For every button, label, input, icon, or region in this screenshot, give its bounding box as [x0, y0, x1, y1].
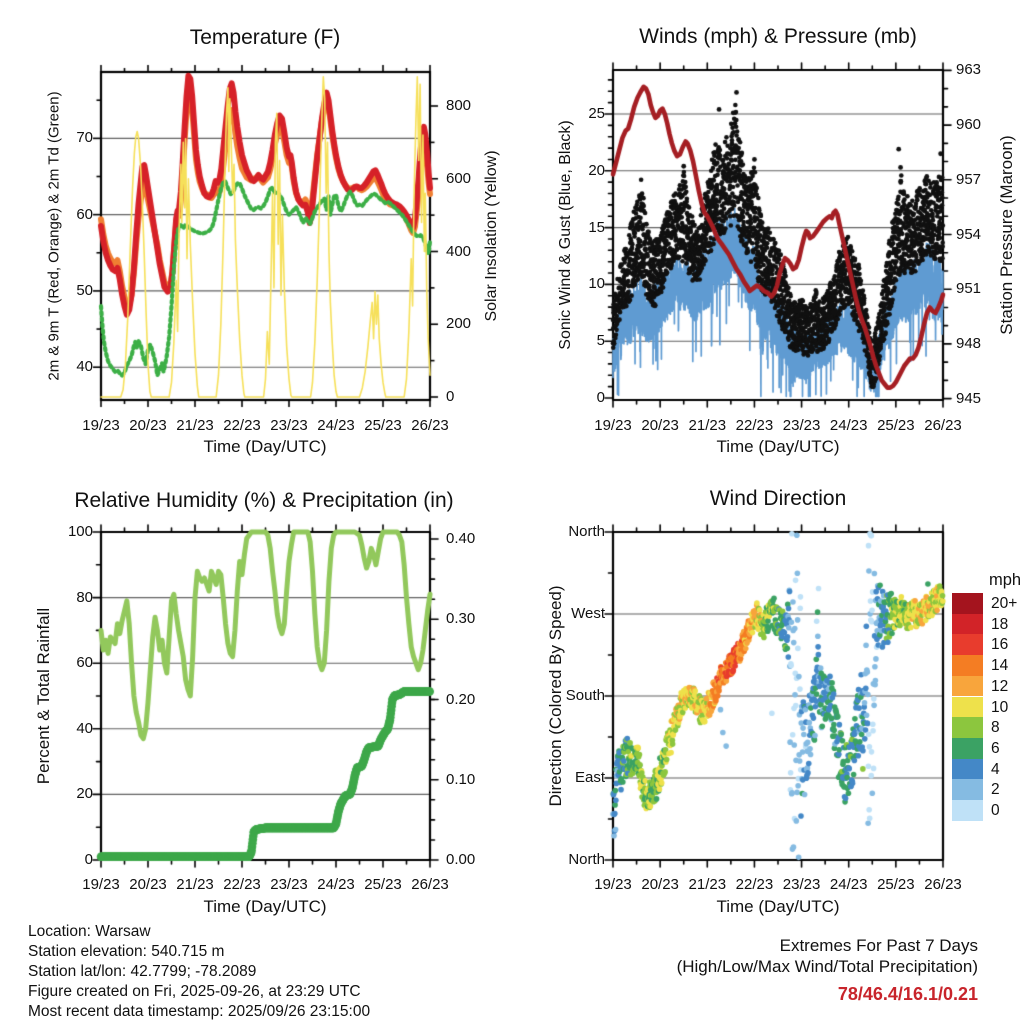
y-axis-label-temp-left: 2m & 9m T (Red, Orange) & 2m Td (Green) — [45, 91, 63, 381]
temperature-y-right-tick-label: 400 — [446, 242, 472, 260]
winds_pressure-y-right-tick-label: 948 — [956, 334, 982, 352]
x-axis-label-direction: Time (Day/UTC) — [716, 897, 840, 916]
winds_pressure-y-left-tick-label: 5 — [596, 332, 605, 350]
y-axis-label-direction-left: Direction (Colored By Speed) — [546, 585, 566, 807]
winds_pressure-y-left-tick-label: 10 — [588, 275, 605, 293]
winds_pressure-y-right-tick-label: 963 — [956, 61, 982, 79]
colorbar-label: 2 — [991, 781, 1000, 799]
colorbar-label: 16 — [991, 636, 1009, 654]
y-axis-label-pressure-right: Station Pressure (Maroon) — [997, 135, 1017, 335]
winds_pressure-y-left-tick-label: 20 — [588, 161, 605, 179]
colorbar-label: 4 — [991, 760, 1000, 778]
rh_precip-y-right-tick-label: 0.40 — [446, 530, 476, 547]
colorbar-swatch-6 — [952, 738, 983, 759]
footer-latlon: Station lat/lon: 42.7799; -78.2089 — [28, 963, 257, 980]
winds_pressure-x-tick-label: 24/23 — [829, 417, 868, 434]
wind_direction-y-left-tick-label: West — [571, 605, 605, 622]
rh_precip-x-tick-label: 25/23 — [364, 876, 402, 893]
temperature-y-left-tick-label: 40 — [76, 358, 93, 376]
wind_direction-x-tick-label: 20/23 — [641, 876, 679, 893]
temperature-y-left-tick-label: 70 — [76, 129, 93, 147]
winds_pressure-x-tick-label: 23/23 — [782, 417, 821, 434]
colorbar-label: 12 — [991, 677, 1009, 695]
colorbar-swatch-4 — [952, 759, 983, 780]
temperature-x-tick-label: 22/23 — [223, 417, 261, 434]
winds_pressure-y-right-tick-label: 951 — [956, 280, 982, 298]
colorbar-swatch-0 — [952, 800, 983, 821]
winds_pressure-x-tick-label: 26/23 — [924, 417, 962, 434]
rh_precip-x-tick-label: 21/23 — [176, 876, 214, 893]
winds_pressure-y-right-tick-label: 954 — [956, 225, 982, 243]
rh_precip-y-right-tick-label: 0.30 — [446, 610, 476, 628]
colorbar-label: 6 — [991, 739, 1000, 757]
colorbar-label: 8 — [991, 719, 1000, 737]
colorbar-label: 0 — [991, 802, 1000, 819]
y-axis-label-wind-left: Sonic Wind & Gust (Blue, Black) — [556, 120, 574, 350]
rh_precip-x-tick-label: 23/23 — [270, 876, 308, 893]
footer-timestamp: Most recent data timestamp: 2025/09/26 23:15:00 — [28, 1003, 371, 1020]
wind_direction-x-tick-label: 19/23 — [594, 876, 632, 893]
winds_pressure-y-right-tick-label: 960 — [956, 116, 982, 134]
winds_pressure-y-left-tick-label: 0 — [596, 389, 605, 406]
x-axis-label-rh: Time (Day/UTC) — [203, 897, 327, 916]
rh_precip-y-right-tick-label: 0.20 — [446, 690, 476, 708]
wind_direction-y-left-tick-label: North — [568, 523, 605, 540]
colorbar-swatch-18 — [952, 614, 983, 635]
winds_pressure-x-tick-label: 21/23 — [688, 417, 727, 434]
temperature-x-tick-label: 26/23 — [411, 417, 449, 434]
rh_precip-y-right-tick-label: 0.00 — [446, 851, 476, 868]
panel-title-wind-direction: Wind Direction — [709, 487, 847, 510]
rh_precip-y-left-tick-label: 80 — [76, 588, 93, 606]
footer-created: Figure created on Fri, 2025-09-26, at 23:29 UTC — [28, 983, 361, 1000]
colorbar-swatch-12 — [952, 676, 983, 697]
temperature-y-right-tick-label: 200 — [446, 315, 472, 333]
wind_direction-y-left-tick-label: North — [568, 851, 605, 868]
rh_precip-x-tick-label: 26/23 — [411, 876, 449, 893]
temperature-y-right-tick-label: 0 — [446, 388, 455, 405]
y-axis-label-rh-left: Percent & Total Rainfall — [34, 607, 54, 785]
colorbar-swatch-20+ — [952, 593, 983, 614]
footer-elevation: Station elevation: 540.715 m — [28, 943, 225, 960]
colorbar-swatch-2 — [952, 779, 983, 800]
panel-title-winds-pressure: Winds (mph) & Pressure (mb) — [639, 25, 917, 48]
rh_precip-y-left-tick-label: 40 — [76, 719, 93, 737]
wind_direction-y-left-tick-label: East — [574, 769, 605, 786]
extremes-values: 78/46.4/16.1/0.21 — [837, 984, 978, 1004]
extremes-title: Extremes For Past 7 Days — [779, 936, 978, 955]
wind_direction-x-tick-label: 22/23 — [735, 876, 774, 893]
colorbar-label: 20+ — [991, 595, 1018, 612]
winds_pressure-y-left-tick-label: 25 — [588, 105, 605, 122]
temperature-x-tick-label: 24/23 — [317, 417, 355, 434]
panel-title-rh-precip: Relative Humidity (%) & Precipitation (in) — [74, 489, 454, 512]
wind_direction-y-left-tick-label: South — [565, 687, 605, 704]
wind_direction-x-tick-label: 21/23 — [688, 876, 727, 893]
colorbar-swatch-14 — [952, 655, 983, 676]
colorbar-swatch-16 — [952, 634, 983, 655]
winds_pressure-x-tick-label: 22/23 — [735, 417, 774, 434]
x-axis-label-winds: Time (Day/UTC) — [716, 437, 840, 456]
wind_direction-x-tick-label: 23/23 — [782, 876, 821, 893]
footer-location: Location: Warsaw — [28, 923, 151, 940]
winds_pressure-x-tick-label: 20/23 — [641, 417, 679, 434]
temperature-y-left-tick-label: 60 — [76, 205, 93, 223]
wind_direction-x-tick-label: 25/23 — [877, 876, 915, 893]
colorbar-title: mph — [989, 571, 1022, 589]
y-axis-label-solar-right: Solar Insolation (Yellow) — [482, 150, 500, 322]
temperature-y-left-tick-label: 50 — [76, 281, 93, 299]
rh_precip-x-tick-label: 19/23 — [82, 876, 120, 893]
winds_pressure-x-tick-label: 19/23 — [594, 417, 632, 434]
rh_precip-y-left-tick-label: 0 — [84, 851, 93, 868]
rh_precip-y-right-tick-label: 0.10 — [446, 770, 476, 788]
temperature-x-tick-label: 23/23 — [270, 417, 308, 434]
winds_pressure-y-right-tick-label: 957 — [956, 170, 982, 188]
wind_direction-x-tick-label: 24/23 — [829, 876, 868, 893]
panel-title-temperature: Temperature (F) — [189, 26, 341, 49]
temperature-y-right-tick-label: 600 — [446, 169, 472, 187]
colorbar-label: 10 — [991, 698, 1009, 716]
colorbar-swatch-10 — [952, 697, 983, 718]
wind_direction-x-tick-label: 26/23 — [924, 876, 962, 893]
winds_pressure-y-left-tick-label: 15 — [588, 218, 605, 236]
rh_precip-y-left-tick-label: 20 — [76, 785, 93, 803]
temperature-x-tick-label: 19/23 — [82, 417, 120, 434]
colorbar-label: 14 — [991, 657, 1009, 675]
rh_precip-x-tick-label: 24/23 — [317, 876, 355, 893]
winds_pressure-x-tick-label: 25/23 — [877, 417, 915, 434]
rh_precip-x-tick-label: 20/23 — [129, 876, 167, 893]
winds_pressure-y-right-tick-label: 945 — [956, 389, 982, 407]
colorbar-label: 18 — [991, 615, 1009, 633]
rh_precip-x-tick-label: 22/23 — [223, 876, 261, 893]
x-axis-label-temperature: Time (Day/UTC) — [203, 437, 327, 456]
temperature-y-right-tick-label: 800 — [446, 97, 472, 114]
colorbar-swatch-8 — [952, 717, 983, 738]
temperature-x-tick-label: 21/23 — [176, 417, 214, 434]
temperature-x-tick-label: 25/23 — [364, 417, 402, 434]
rh_precip-y-left-tick-label: 60 — [76, 654, 93, 672]
extremes-subtitle: (High/Low/Max Wind/Total Precipitation) — [676, 957, 978, 976]
temperature-x-tick-label: 20/23 — [129, 417, 167, 434]
rh_precip-y-left-tick-label: 100 — [67, 523, 93, 540]
